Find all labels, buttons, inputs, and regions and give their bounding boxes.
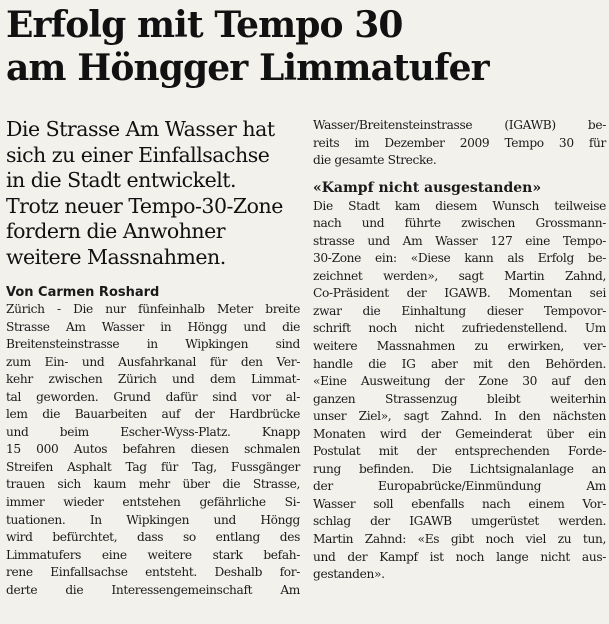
body-line: lem die Bauarbeiten auf der Hardbrücke bbox=[6, 407, 300, 422]
body-line: der Europabrücke/Einmündung Am bbox=[313, 479, 606, 494]
lead-line: Die Strasse Am Wasser hat bbox=[6, 117, 275, 141]
body-line: weitere Massnahmen zu erwirken, ver- bbox=[313, 339, 606, 354]
body-line: Co-Präsident der IGAWB. Momentan sei bbox=[313, 286, 606, 301]
body-line: tal geworden. Grund dafür sind vor al- bbox=[6, 389, 300, 404]
body-line: wird befürchtet, dass so entlang des bbox=[6, 530, 300, 545]
right-body-text bbox=[313, 198, 606, 584]
body-line: Martin Zahnd: «Es gibt noch viel zu tun, bbox=[313, 532, 606, 547]
body-line: zum Ein- und Ausfahrkanal für den Ver- bbox=[6, 354, 300, 369]
left-column bbox=[6, 117, 300, 599]
body-line: Wasser/Breitensteinstrasse (IGAWB) be- bbox=[313, 118, 606, 132]
lead-line: fordern die Anwohner bbox=[6, 219, 226, 243]
right-body-intro bbox=[313, 117, 606, 170]
body-line: und beim Escher-Wyss-Platz. Knapp bbox=[6, 424, 300, 439]
body-line: trauen sich kaum mehr über die Strasse, bbox=[6, 477, 300, 492]
body-line: 15 000 Autos befahren diesen schmalen bbox=[6, 442, 300, 457]
lead-paragraph bbox=[6, 117, 300, 270]
body-line: «Eine Ausweitung der Zone 30 auf den bbox=[313, 374, 606, 389]
body-line: immer wieder entstehen gefährliche Si- bbox=[6, 495, 300, 510]
body-line: Postulat mit der entsprechenden Forde- bbox=[313, 444, 606, 459]
body-line: gestanden». bbox=[313, 567, 385, 582]
lead-line: weitere Massnahmen. bbox=[6, 244, 226, 269]
body-line: und der Kampf ist noch lange nicht aus- bbox=[313, 549, 606, 564]
body-line: rung befinden. Die Lichtsignalanlage an bbox=[313, 461, 606, 476]
left-body-text bbox=[6, 301, 300, 599]
body-line: handle die IG aber mit den Behörden. bbox=[313, 356, 606, 371]
body-line: 30-Zone ein: «Diese kann als Erfolg be- bbox=[313, 251, 606, 266]
body-line: tuationen. In Wipkingen und Höngg bbox=[6, 512, 300, 527]
lead-line: in die Stadt entwickelt. bbox=[6, 168, 237, 192]
body-line: strasse und Am Wasser 127 eine Tempo- bbox=[313, 233, 606, 248]
body-line: Zürich - Die nur fünfeinhalb Meter breite bbox=[6, 302, 300, 316]
body-line: kehr zwischen Zürich und dem Limmat- bbox=[6, 372, 300, 387]
body-line: Streifen Asphalt Tag für Tag, Fussgänger bbox=[6, 459, 300, 474]
body-line: unser Ziel», sagt Zahnd. In den nächsten bbox=[313, 409, 606, 424]
body-line: Breitensteinstrasse in Wipkingen sind bbox=[6, 337, 300, 352]
body-line: derte die Interessengemeinschaft Am bbox=[6, 582, 300, 597]
right-column bbox=[313, 117, 606, 584]
body-line: zeichnet werden», sagt Martin Zahnd, bbox=[313, 268, 606, 283]
body-line: reits im Dezember 2009 Tempo 30 für bbox=[313, 135, 606, 150]
body-line: Wasser soll ebenfalls nach einem Vor- bbox=[313, 496, 606, 511]
body-line: zwar die Einhaltung dieser Tempovor- bbox=[313, 303, 606, 318]
headline bbox=[6, 4, 606, 90]
lead-line: Trotz neuer Tempo-30-Zone bbox=[6, 193, 283, 218]
headline-line: am Höngger Limmatufer bbox=[6, 47, 489, 89]
body-line: Monaten wird der Gemeinderat über ein bbox=[313, 426, 606, 441]
body-line: schlag der IGAWB umgerüstet werden. bbox=[313, 514, 606, 529]
body-line: Die Stadt kam diesem Wunsch teilweise bbox=[313, 198, 606, 213]
body-line: Strasse Am Wasser in Höngg und die bbox=[6, 319, 300, 334]
subheading: «Kampf nicht ausgestanden» bbox=[313, 179, 542, 196]
body-line: Limmatufers eine weitere stark befah- bbox=[6, 547, 300, 562]
lead-line: sich zu einer Einfallsachse bbox=[6, 142, 270, 167]
body-line: rene Einfallsachse entsteht. Deshalb for- bbox=[6, 565, 300, 580]
headline-line: Erfolg mit Tempo 30 bbox=[6, 4, 403, 46]
body-line: ganzen Strassenzug bleibt weiterhin bbox=[313, 391, 606, 406]
body-line: schrift noch nicht zufriedenstellend. Um bbox=[313, 321, 606, 336]
byline: Von Carmen Roshard bbox=[6, 285, 160, 300]
body-line: die gesamte Strecke. bbox=[313, 153, 437, 168]
body-line: nach und führte zwischen Grossmann- bbox=[313, 216, 606, 231]
